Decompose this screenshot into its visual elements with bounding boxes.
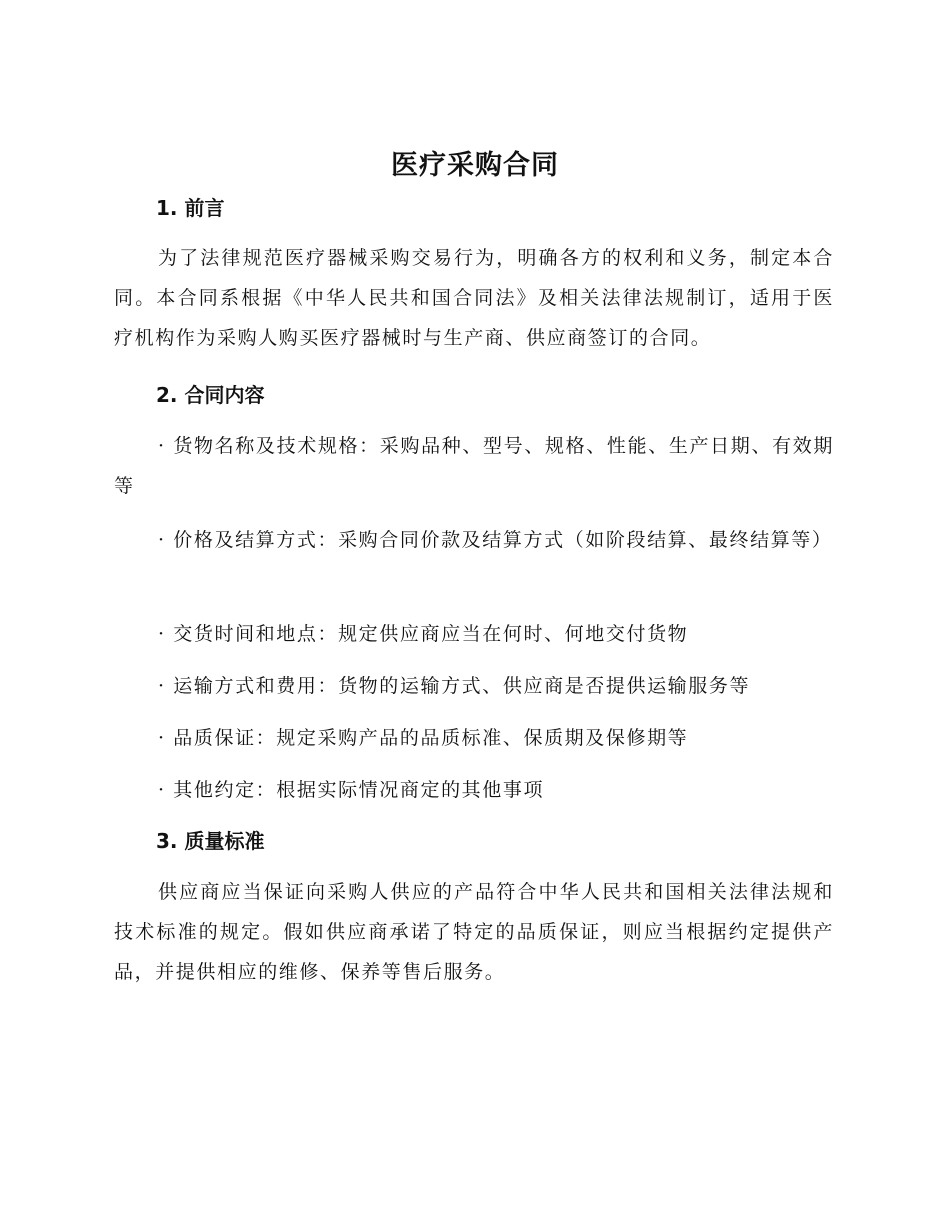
- list-item: · 其他约定：根据实际情况商定的其他事项: [158, 779, 545, 801]
- section-heading-preface: 1. 前言: [156, 196, 225, 220]
- document-title: 医疗采购合同: [391, 150, 559, 181]
- list-item: · 品质保证：规定采购产品的品质标准、保质期及保修期等: [158, 727, 689, 749]
- list-item: · 价格及结算方式：采购合同价款及结算方式（如阶段结算、最终结算等）: [158, 529, 833, 551]
- section-heading-contract-content: 2. 合同内容: [156, 383, 265, 407]
- list-item: · 运输方式和费用：货物的运输方式、供应商是否提供运输服务等: [158, 675, 751, 697]
- list-item: · 货物名称及技术规格：采购品种、型号、规格、性能、生产日期、有效期等: [114, 435, 834, 497]
- section-heading-quality-standard: 3. 质量标准: [156, 829, 265, 853]
- list-item: · 交货时间和地点：规定供应商应当在何时、何地交付货物: [158, 623, 689, 645]
- preface-paragraph: 为了法律规范医疗器械采购交易行为，明确各方的权利和义务，制定本合同。本合同系根据《中华人民共和国合同法》及相关法律法规制订，适用于医疗机构作为采购人购买医疗器械时与生产商、供应商签订的合同。: [114, 247, 834, 349]
- quality-standard-paragraph: 供应商应当保证向采购人供应的产品符合中华人民共和国相关法律法规和技术标准的规定。假如供应商承诺了特定的品质保证，则应当根据约定提供产品，并提供相应的维修、保养等售后服务。: [114, 881, 834, 983]
